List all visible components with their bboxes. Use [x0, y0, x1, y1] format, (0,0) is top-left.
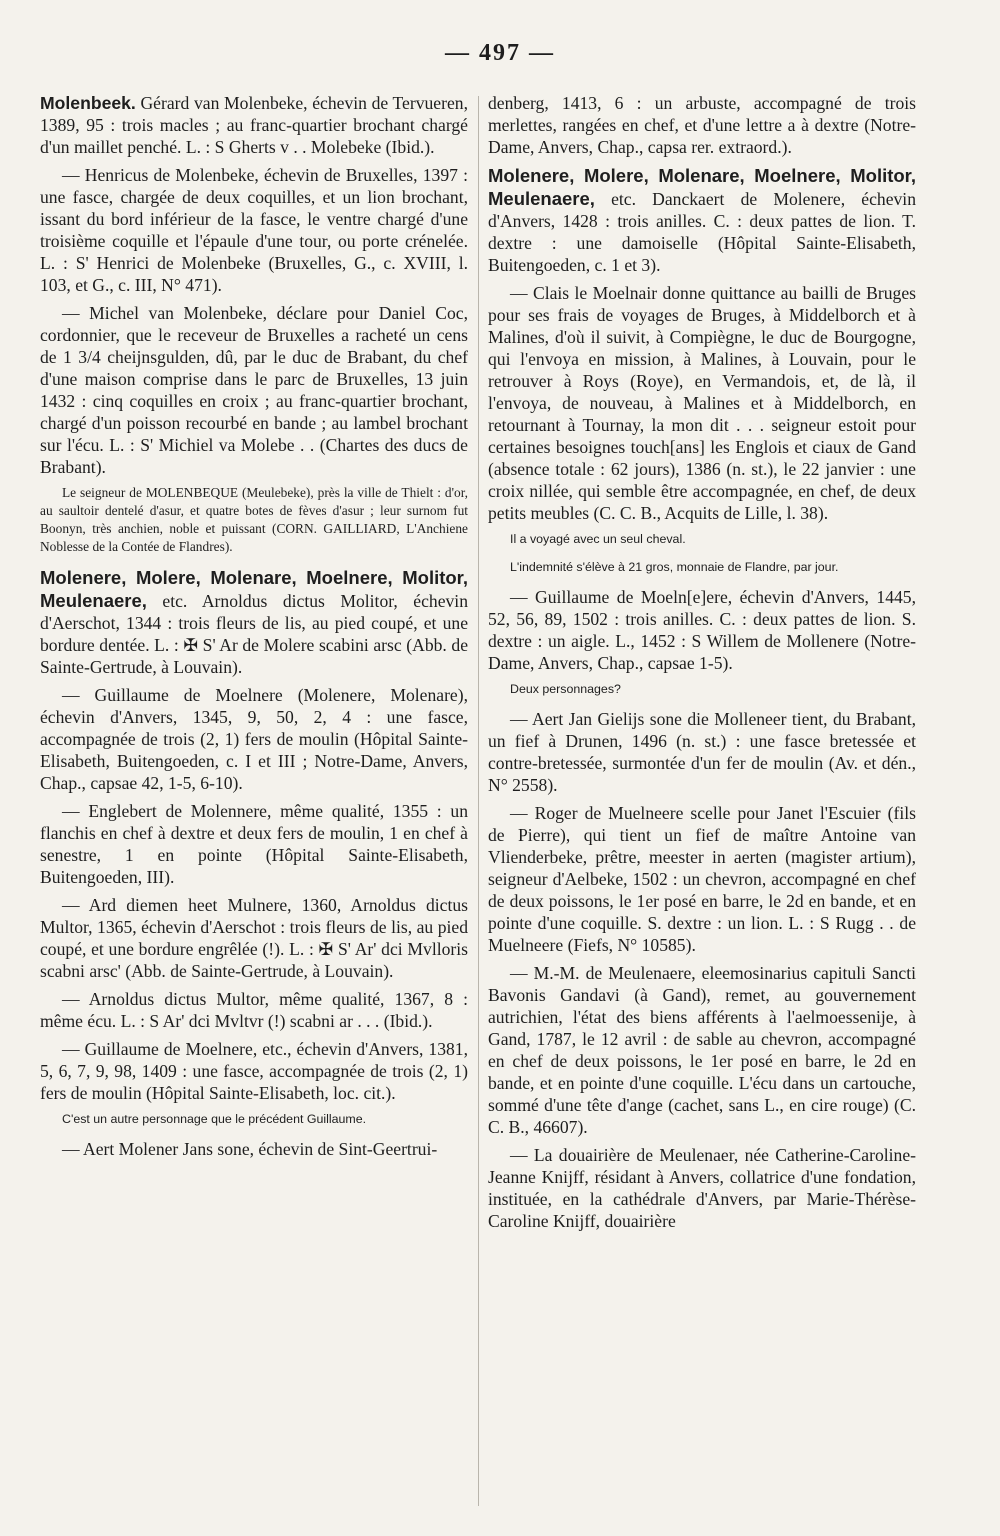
entry-michel: — Michel van Molenbeke, déclare pour Daniel Coc, cordonnier, que le receveur de Bruxelles a racheté un cens de 1 3/4 cheijnsgulden, dû, par le duc de Brabant, du chef d'une maison comprise dans le parc de Bruxelles, 13 juin 1432 : cinq coquilles en croix ; au franc-quartier brochant, chargé d'un poisson recourbé en bande ; au lambel brochant sur l'écu. L. : S' Michiel va Molebe . . (Chartes des ducs de Brabant).: [40, 303, 468, 477]
entry-molenbeek: [40, 92, 468, 158]
note-cheval: Il a voyagé avec un seul cheval.: [510, 532, 686, 546]
entry-henricus: — Henricus de Molenbeke, échevin de Bruxelles, 1397 : une fasce, chargée de deux coquilles, et un lion brochant, issant du bord inférieur de la fasce, le ventre chargé d'une troisième coquille et l'épaule d'une tour, ou porte crénelée. L. : S' Henrici de Molenbeke (Bruxelles, G., c. XVIII, l. 103, et G., c. III, N° 471).: [40, 165, 468, 295]
column-divider: [478, 96, 479, 1506]
entry-arnoldus-multor: — Arnoldus dictus Multor, même qualité, 1367, 8 : même écu. L. : S Ar' dci Mvltvr (!) scabni ar . . . (Ibid.).: [40, 989, 468, 1031]
entry-guillaume-moelnere: — Guillaume de Moelnere (Molenere, Molenare), échevin d'Anvers, 1345, 9, 50, 2, 4 : une fasce, accompagnée de trois (2, 1) fers de moulin (Hôpital Sainte-Elisabeth, Buitengoeden, c. I et III ; Notre-Dame, Anvers, Chap., capsae 42, 1-5, 6-10).: [40, 685, 468, 793]
left-column: [40, 92, 468, 1166]
page-number: — 497 —: [445, 40, 555, 66]
footnote-molenbeque: Le seigneur de MOLENBEQUE (Meulebeke), près la ville de Thielt : d'or, au saultoir dentelé d'asur, et quatre botes de fèves d'asur ; leur surnom fut Boonyn, très anchien, noble et puissant (CORN. GAILLIARD, L'Anchiene Noblesse de la Contée de Flandres).: [40, 485, 468, 554]
entry-molenere-arnoldus: [40, 566, 468, 678]
entry-continuation: denberg, 1413, 6 : un arbuste, accompagné de trois merlettes, rangées en chef, et d'une lettre a à dextre (Notre-Dame, Anvers, Chap., capsa rer. extraord.).: [488, 93, 916, 157]
entry-guillaume-1381: — Guillaume de Moelnere, etc., échevin d'Anvers, 1381, 5, 6, 7, 9, 98, 1409 : une fasce, accompagnée de trois (2, 1) fers de moulin (Hôpital Sainte-Elisabeth, loc. cit.).: [40, 1039, 468, 1103]
entry-text: etc. Danckaert de Molenere, échevin d'Anvers, 1428 : trois anilles. C. : deux pattes de lion. T. dextre : une damoiselle (Hôpital Sainte-Elisabeth, Buitengoeden, c. 1 et 3).: [488, 189, 916, 275]
entry-clais: — Clais le Moelnair donne quittance au bailli de Bruges pour ses frais de voyages de Bruges, à Middelborch et à Malines, d'où il suivit, à Compiègne, le duc de Bourgogne, qui l'envoya en mission, à Malines, à Louvain, pour le retrouver à Roys (Roye), en Vermandois, et, de là, il l'envoya, de nouveau, à Malines et à Middelborch, en retournant à Tournay, la mon dit . . . seigneur estoit pour certaines besoignes touch[ans] les Englois et ciaux de Gand (absence totale : 62 jours), 1386 (n. st.), le 22 janvier : une croix nillée, qui semble être accompagnée, en chef, de deux petits meubles (C. C. B., Acquits de Lille, l. 38).: [488, 283, 916, 523]
entry-guillaume-1445: — Guillaume de Moeln[e]ere, échevin d'Anvers, 1445, 52, 56, 89, 1502 : trois anilles. C. : deux pattes de lion. S. dextre : un aigle. L., 1452 : S Willem de Mollenere (Notre-Dame, Anvers, Chap., capsae 1-5).: [488, 587, 916, 673]
entry-text: etc. Arnoldus dictus Molitor, échevin d'Aerschot, 1344 : trois fleurs de lis, au pied coupé, et une bordure dentée. L. : ✠ S' Ar de Molere scabini arsc (Abb. de Sainte-Gertrude, à Louvain).: [40, 591, 468, 677]
note-indemnite: L'indemnité s'élève à 21 gros, monnaie de Flandre, par jour.: [510, 560, 839, 574]
section-heading: Molenere, Molere, Molenare, Moelnere, Molitor, Meulenaere,: [488, 165, 916, 209]
note-autre-personnage: C'est un autre personnage que le précédent Guillaume.: [62, 1112, 367, 1126]
entry-aert-molener: — Aert Molener Jans sone, échevin de Sint-Geertrui-: [62, 1139, 438, 1159]
note-deux-personnages: Deux personnages?: [510, 682, 621, 696]
entry-roger: — Roger de Muelneere scelle pour Janet l'Escuier (fils de Pierre), qui tient un fief de maître Antoine van Vlienderbeke, prêtre, meester in aerten (magister artium), seigneur d'Aelbeke, 1502 : un chevron, accompagné en chef de deux poissons, le 1er posé en barre, le 2d en bande, et en pointe d'une coquille. S. dextre : un lion. L. : S Rugg . . de Muelneere (Fiefs, N° 10585).: [488, 803, 916, 955]
entry-douairiere: — La douairière de Meulenaer, née Catherine-Caroline-Jeanne Knijff, résidant à Anvers, collatrice d'une fondation, instituée, en la cathédrale d'Anvers, par Marie-Thérèse-Caroline Knijff, douairière: [488, 1145, 916, 1231]
right-column: [488, 92, 916, 1238]
entry-molenere-danckaert: [488, 164, 916, 276]
entry-ard-mulnere: — Ard diemen heet Mulnere, 1360, Arnoldus dictus Multor, 1365, échevin d'Aerschot : trois fleurs de lis, au pied coupé, et une bordure engrêlée (!). L. : ✠ S' Ar' dci Mvlloris scabni arsc' (Abb. de Sainte-Gertrude, à Louvain).: [40, 895, 468, 981]
entry-heading: Molenbeek.: [40, 93, 136, 113]
entry-aert-jan: — Aert Jan Gielijs sone die Molleneer tient, du Brabant, un fief à Drunen, 1496 (n. st.) : une fasce bretessée et contre-bretessée, surmontée d'un fer de moulin (Av. et dén., N° 2558).: [488, 709, 916, 795]
entry-text: Gérard van Molenbeke, échevin de Tervueren, 1389, 95 : trois macles ; au franc-quartier brochant chargé d'un maillet penché. L. : S Gherts v . . Molebeke (Ibid.).: [40, 93, 468, 157]
section-heading: Molenere, Molere, Molenare, Moelnere, Molitor, Meulenaere,: [40, 567, 468, 611]
entry-meulenaere: — M.-M. de Meulenaere, eleemosinarius capituli Sancti Bavonis Gandavi (à Gand), remet, au gouvernement autrichien, l'état des biens afférents à l'aelmoessenije, à Gand, 1787, le 12 avril : de sable au chevron, accompagné en chef de deux poissons, le 1er posé en barre, le 2d en bande, et en pointe d'une coquille. L'écu dans un cartouche, sommé d'une tête d'ange (cachet, sans L., en cire rouge) (C. C. B., 46607).: [488, 963, 916, 1137]
entry-englebert: — Englebert de Molennere, même qualité, 1355 : un flanchis en chef à dextre et deux fers de moulin, 1 en chef à senestre, 1 en pointe (Hôpital Sainte-Elisabeth, Buitengoeden, III).: [40, 801, 468, 887]
